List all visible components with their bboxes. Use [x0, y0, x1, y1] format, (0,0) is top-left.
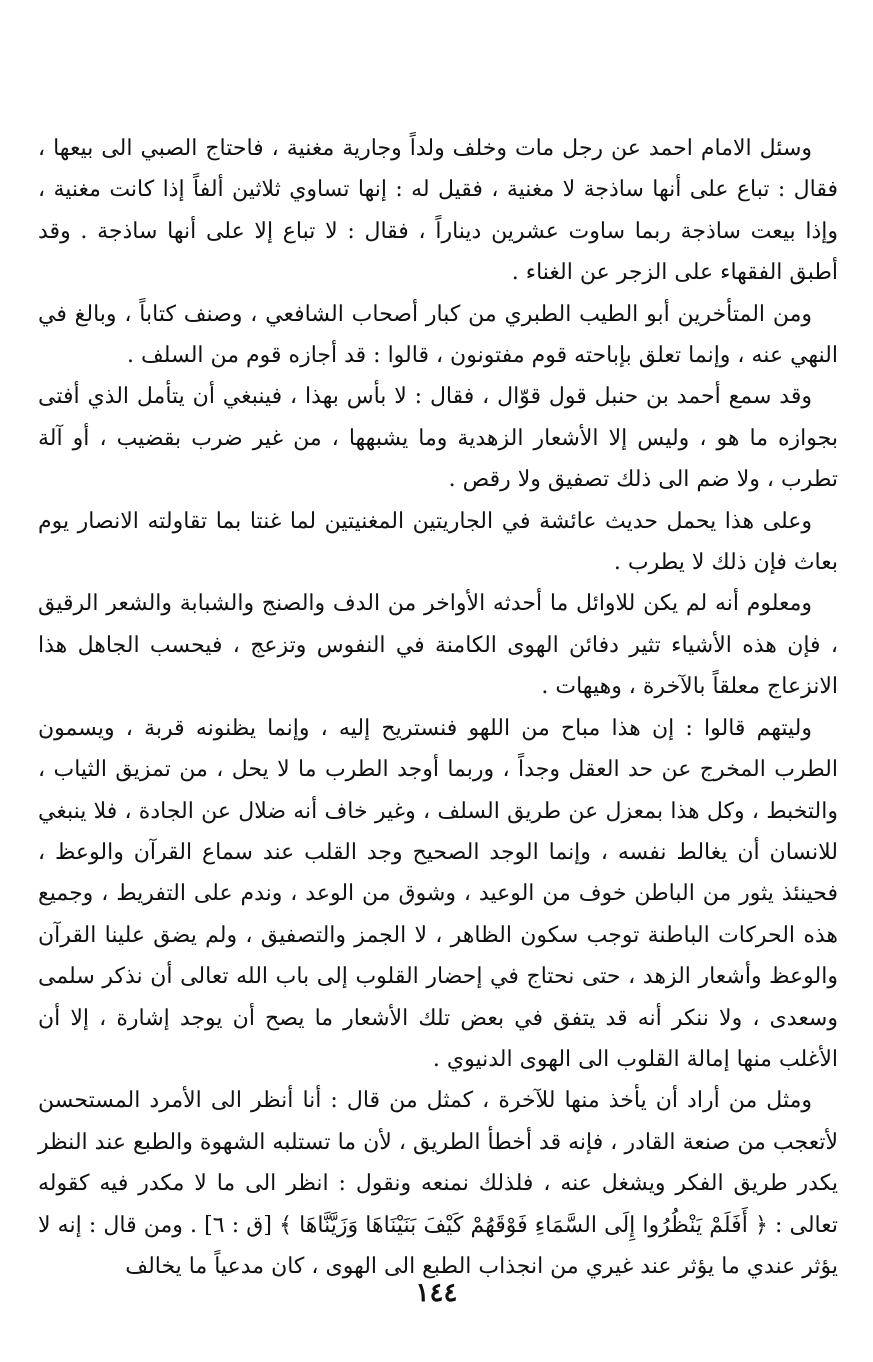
- paragraph-ahmad-qawwal: وقد سمع أحمد بن حنبل قول قوّال ، فقال : لا بأس بهذا ، فينبغي أن يتأمل الذي أفتى بجوازه ما هو ، وليس إلا الأشعار الزهدية وما يشبهها ، من غير ضرب بقضيب ، أو آلة تطرب ، ولا ضم الى ذلك تصفيق ولا رقص .: [38, 384, 838, 493]
- page-number: ١٤٤: [415, 1278, 458, 1308]
- paragraph-amrad-example: ومثل من أراد أن يأخذ منها للآخرة ، كمثل من قال : أنا أنظر الى الأمرد المستحسن لأتعجب من صنعة القادر ، فإنه قد أخطأ الطريق ، لأن ما تستلبه الشهوة والطبع عند النظر يكدر طريق الفكر ويشغل عنه ، فلذلك نمنعه ونقول : انظر الى ما لا مكدر فيه كقوله تعالى : ﴿ أَفَلَمْ يَنْظُرُوا إِلَى السَّمَاءِ فَوْقَهُمْ كَيْفَ بَنَيْنَاهَا وَزَيَّنَّاهَا ﴾ [ق : ٦] . ومن قال : إنه لا يؤثر عندي ما يؤثر عند غيري من انجذاب الطبع الى الهوى ، كان مدعياً ما يخالف: [38, 1088, 838, 1279]
- body-text: [38, 128, 838, 1287]
- paragraph-imam-ahmad-singer: وسئل الامام احمد عن رجل مات وخلف ولداً وجارية مغنية ، فاحتاج الصبي الى بيعها ، فقال : تباع على أنها ساذجة لا مغنية ، فقيل له : إنها تساوي ثلاثين ألفاً إذا كانت مغنية ، وإذا بيعت ساذجة ربما ساوت عشرين ديناراً ، فقال : لا تباع إلا على أنها ساذجة . وقد أطبق الفقهاء على الزجر عن الغناء .: [38, 136, 838, 286]
- paragraph-abu-tayyib-tabari: ومن المتأخرين أبو الطيب الطبري من كبار أصحاب الشافعي ، وصنف كتاباً ، وبالغ في النهي عنه ، وإنما تعلق بإباحته قوم مفتونون ، قالوا : قد أجازه قوم من السلف .: [38, 301, 838, 369]
- paragraph-aisha-hadith: وعلى هذا يحمل حديث عائشة في الجاريتين المغنيتين لما غنتا بما تقاولته الانصار يوم بعاث فإن ذلك لا يطرب .: [38, 508, 838, 576]
- paragraph-wajd: وليتهم قالوا : إن هذا مباح من اللهو فنستريح إليه ، وإنما يظنونه قربة ، ويسمون الطرب المخرج عن حد العقل وجداً ، وربما أوجد الطرب ما لا يحل ، من تمزيق الثياب ، والتخبط ، وكل هذا بمعزل عن طريق السلف ، وغير خاف أنه ضلال عن الجادة ، فلا ينبغي للانسان أن يغالط نفسه ، وإنما الوجد الصحيح وجد القلب عند سماع القرآن والوعظ ، فحينئذ يثور من الباطن خوف من الوعيد ، وشوق من الوعد ، وندم على التفريط ، وجميع هذه الحركات الباطنة توجب سكون الظاهر ، لا الجمز والتصفيق ، ولم يضق علينا القرآن والوعظ وأشعار الزهد ، حتى نحتاج في إحضار القلوب إلى باب الله تعالى أن نذكر سلمى وسعدى ، ولا ننكر أنه قد يتفق في بعض تلك الأشعار ما يصح أن يوجد إشارة ، إلا أن الأغلب منها إمالة القلوب الى الهوى الدنيوي .: [38, 715, 838, 1072]
- paragraph-instruments: ومعلوم أنه لم يكن للاوائل ما أحدثه الأواخر من الدف والصنج والشبابة والشعر الرقيق ، فإن هذه الأشياء تثير دفائن الهوى الكامنة في النفوس وتزعج ، فيحسب الجاهل هذا الانزعاج معلقاً بالآخرة ، وهيهات .: [38, 591, 838, 700]
